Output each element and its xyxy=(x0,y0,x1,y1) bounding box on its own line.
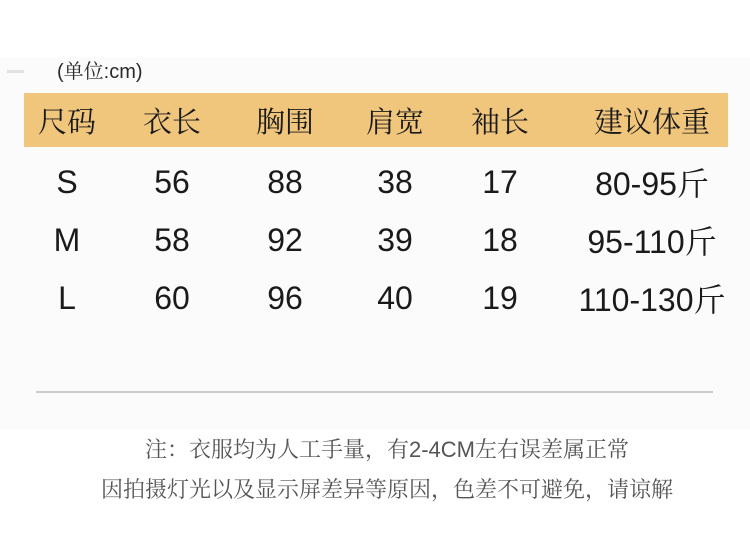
cell-bust: 92 xyxy=(267,221,303,258)
cell-garment-length: 58 xyxy=(154,221,190,258)
table-row-s xyxy=(24,153,728,211)
note-line-measurement: 注：衣服均为人工手量，有2-4CM左右误差属正常 xyxy=(144,437,629,462)
edge-artifact-mark xyxy=(7,70,24,73)
cell-bust: 88 xyxy=(267,163,303,200)
header-cell-garment-length: 衣长 xyxy=(142,106,201,139)
cell-size: M xyxy=(53,221,81,258)
cell-suggested-weight: 95-110斤 xyxy=(587,224,717,260)
cell-suggested-weight: 80-95斤 xyxy=(595,166,709,202)
measurement-notes xyxy=(0,437,750,503)
cell-size: S xyxy=(56,163,78,200)
note-line-color-difference: 因拍摄灯光以及显示屏差异等原因，色差不可避免，请谅解 xyxy=(100,477,673,502)
cell-bust: 96 xyxy=(267,279,303,316)
size-table-body xyxy=(24,147,728,327)
cell-shoulder-width: 39 xyxy=(377,221,413,258)
cell-sleeve-length: 17 xyxy=(482,163,518,200)
table-row-m xyxy=(24,211,728,269)
cell-size: L xyxy=(58,279,76,316)
header-cell-shoulder-width: 肩宽 xyxy=(365,106,424,139)
header-cell-sleeve-length: 袖长 xyxy=(470,106,529,139)
header-cell-bust: 胸围 xyxy=(255,106,314,139)
cell-garment-length: 60 xyxy=(154,279,190,316)
unit-label: (单位:cm) xyxy=(57,61,143,83)
table-row-l xyxy=(24,269,728,327)
size-table xyxy=(24,93,728,327)
cell-suggested-weight: 110-130斤 xyxy=(578,282,726,318)
cell-sleeve-length: 19 xyxy=(482,279,518,316)
cell-garment-length: 56 xyxy=(154,163,190,200)
cell-shoulder-width: 38 xyxy=(377,163,413,200)
cell-sleeve-length: 18 xyxy=(482,221,518,258)
header-cell-size: 尺码 xyxy=(37,106,96,139)
divider-line xyxy=(36,391,713,393)
size-table-header-row xyxy=(24,93,728,147)
cell-shoulder-width: 40 xyxy=(377,279,413,316)
header-cell-suggested-weight: 建议体重 xyxy=(593,106,710,139)
